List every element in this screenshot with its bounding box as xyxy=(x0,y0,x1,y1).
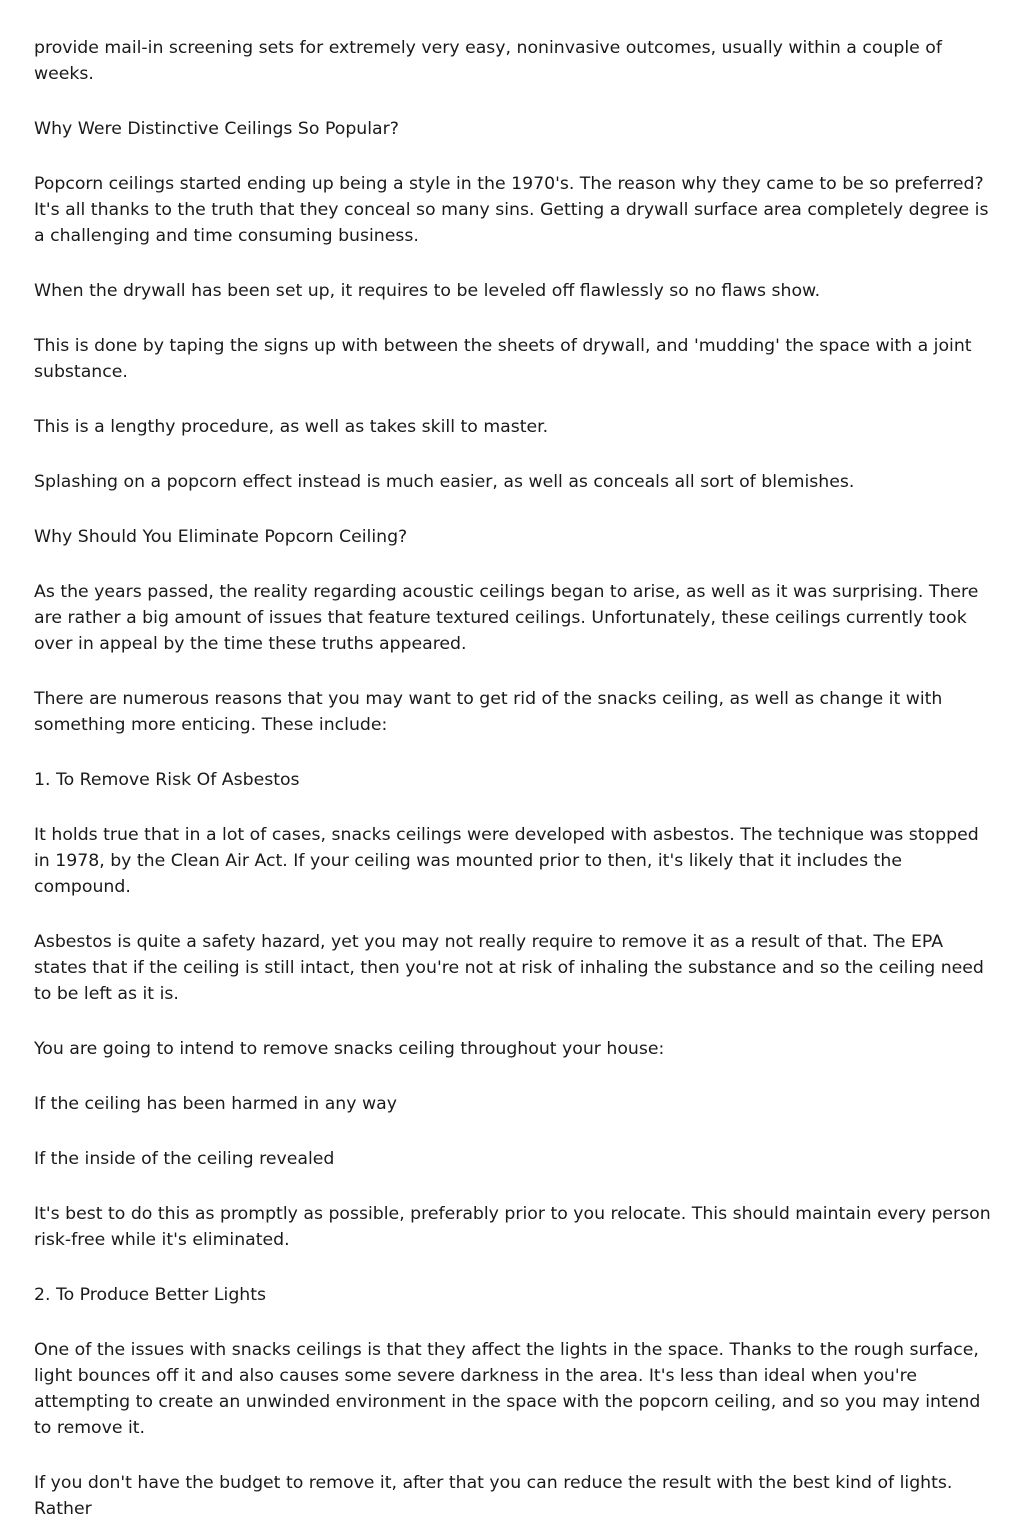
paragraph-taping-joints: This is done by taping the signs up with between the sheets of drywall, and 'mudding' the space with a joint substance. xyxy=(34,336,972,382)
paragraph-mail-in-screening: provide mail-in screening sets for extremely very easy, noninvasive outcomes, usually within a couple of weeks. xyxy=(34,38,942,84)
paragraph-lighting-issues: One of the issues with snacks ceilings is that they affect the lights in the space. Thanks to the rough surface, light bounces off it and also causes some severe darkness in the area. It's less than ideal when you're attempting to create an unwinded environment in the space with the popcorn ceiling, and so you may intend to remove it. xyxy=(34,1340,981,1438)
heading-why-eliminate: Why Should You Eliminate Popcorn Ceiling? xyxy=(34,527,408,547)
paragraph-lengthy-procedure: This is a lengthy procedure, as well as takes skill to master. xyxy=(34,417,549,437)
paragraph-acoustic-reality: As the years passed, the reality regarding acoustic ceilings began to arise, as well as it was surprising. There are rather a big amount of issues that feature textured ceilings. Unfortunately, these ceilings currently took over in appeal by the time these truths appeared. xyxy=(34,582,979,654)
paragraph-asbestos-history: It holds true that in a lot of cases, snacks ceilings were developed with asbestos. The technique was stopped in 1978, by the Clean Air Act. If your ceiling was mounted prior to then, it's likely that it includes the compound. xyxy=(34,825,979,897)
heading-better-lights: 2. To Produce Better Lights xyxy=(34,1285,267,1305)
document-page xyxy=(34,35,994,1522)
paragraph-asbestos-hazard: Asbestos is quite a safety hazard, yet you may not really require to remove it as a result of that. The EPA states that if the ceiling is still intact, then you're not at risk of inhaling the substance and so the ceiling need to be left as it is. xyxy=(34,932,984,1004)
paragraph-drywall-leveled: When the drywall has been set up, it requires to be leveled off flawlessly so no flaws show. xyxy=(34,281,821,301)
list-item-ceiling-harmed: If the ceiling has been harmed in any way xyxy=(34,1094,397,1114)
paragraph-numerous-reasons: There are numerous reasons that you may want to get rid of the snacks ceiling, as well as change it with something more enticing. These include: xyxy=(34,689,943,735)
heading-remove-asbestos: 1. To Remove Risk Of Asbestos xyxy=(34,770,300,790)
paragraph-intend-remove: You are going to intend to remove snacks ceiling throughout your house: xyxy=(34,1039,665,1059)
list-item-inside-revealed: If the inside of the ceiling revealed xyxy=(34,1149,335,1169)
paragraph-best-promptly: It's best to do this as promptly as possible, preferably prior to you relocate. This should maintain every person risk-free while it's eliminated. xyxy=(34,1204,991,1250)
paragraph-budget-lights: If you don't have the budget to remove it, after that you can reduce the result with the best kind of lights. Rather xyxy=(34,1473,953,1519)
paragraph-splashing-popcorn: Splashing on a popcorn effect instead is much easier, as well as conceals all sort of blemishes. xyxy=(34,472,855,492)
paragraph-popcorn-style: Popcorn ceilings started ending up being a style in the 1970's. The reason why they came to be so preferred? It's all thanks to the truth that they conceal so many sins. Getting a drywall surface area completely degree is a challenging and time consuming business. xyxy=(34,174,989,246)
heading-why-popular: Why Were Distinctive Ceilings So Popular? xyxy=(34,119,399,139)
